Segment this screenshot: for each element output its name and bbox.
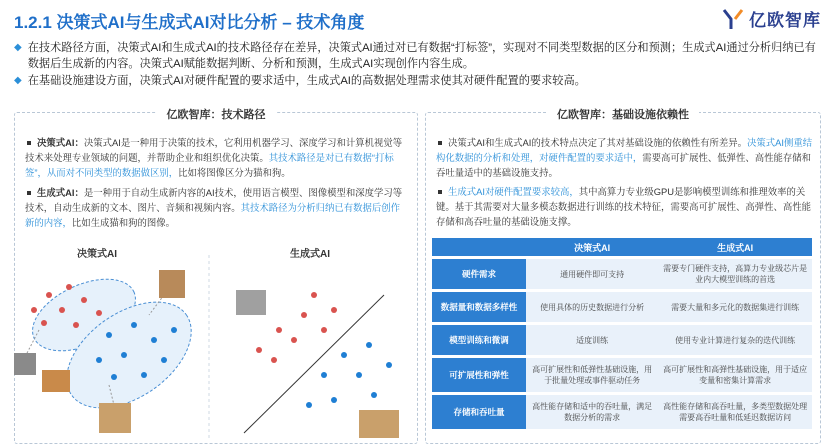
dog-photo [159, 270, 185, 298]
table-cell: 高可扩展性和高弹性基础设施，用于适应变量和密集计算需求 [658, 358, 812, 392]
generated-cat-photo [236, 290, 266, 315]
generative-dog-points [306, 342, 392, 408]
generative-ai-label: 生成式AI [290, 249, 330, 260]
dog-photo [99, 403, 131, 433]
logo [721, 6, 821, 31]
table-cell: 通用硬件即可支持 [526, 259, 658, 289]
table-cell: 高性能存储和适中的吞吐量，满足数据分析的需求 [526, 395, 658, 429]
table-row [432, 292, 812, 322]
row-header: 可扩展性和弹性 [432, 358, 526, 392]
table-row [432, 259, 812, 289]
table-cell: 高性能存储和高吞吐量，多类型数据处理需要高吞吐量和低延迟数据访问 [658, 395, 812, 429]
table-cell: 适度训练 [526, 325, 658, 355]
bullet-item [14, 73, 819, 89]
table-row [432, 325, 812, 355]
decision-ai-paragraph: 决策式AI：决策式AI是一种用于决策的技术，它利用机器学习、深度学习和计算机视觉等技术来处理专业领域的问题，并帮助企业和组织优化决策。其技术路径是对已有数据“打标签”，从而对不同类型的数据做区别，比如将图像区分为猫和狗。 [25, 137, 403, 178]
table-cell: 使用专业计算进行复杂的迭代训练 [658, 325, 812, 355]
panel-heading: 亿欧智库：技术路径 [157, 109, 276, 121]
square-bullet-icon [438, 190, 442, 194]
logo-text: 亿欧智库 [749, 11, 821, 30]
square-bullet-icon [27, 191, 31, 195]
table-cell: 需要大量和多元化的数据集进行训练 [658, 292, 812, 322]
generated-dog-photo [359, 410, 399, 438]
cat-photo [42, 370, 70, 392]
column-header: 决策式AI [526, 238, 658, 256]
table-cell: 需要专门硬件支持，高算力专业级芯片是业内大模型训练的首选 [658, 259, 812, 289]
infra-paragraph-2: 生成式AI对硬件配置要求较高，其中高算力专业级GPU是影响模型训练和推理效率的关键。基于其需要对大量多模态数据进行训练的技术特征，需要高可扩展性、高弹性、高性能存储和高吞吐量的基础设施支撑。 [436, 186, 812, 227]
table-row [432, 358, 812, 392]
square-bullet-icon [27, 141, 31, 145]
decision-ai-label: 决策式AI [77, 249, 117, 260]
diamond-icon: ◆ [14, 75, 22, 86]
infra-paragraph-1: 决策式AI和生成式AI的技术特点决定了其对基础设施的依赖性有所差异。决策式AI侧重结构化数据的分析和处理，对硬件配置的要求适中，需要高可扩展性、低弹性、高性能存储和吞吐量适中的基础设施支持。 [436, 137, 813, 178]
logo-icon [721, 7, 745, 31]
table-row [432, 395, 812, 429]
generative-ai-paragraph: 生成式AI：是一种用于自动生成新内容的AI技术，使用语言模型、图像模型和深度学习等技术，自动生成新的文本、图片、音频和视频内容。其技术路径为分析归纳已有数据后创作新的内容，比如生成猫和狗的图像。 [25, 187, 403, 228]
row-header: 存储和吞吐量 [432, 395, 526, 429]
bullet-text: 在基础设施建设方面，决策式AI对硬件配置的要求适中，生成式AI的高数据处理需求使其对硬件配置的要求较高。 [27, 75, 586, 87]
comparison-table [432, 235, 812, 432]
table-corner-cell [432, 238, 526, 256]
summary-bullets [14, 40, 819, 90]
tech-path-diagram [14, 255, 416, 441]
panel-heading: 亿欧智库：基础设施依赖性 [547, 109, 699, 121]
row-header: 硬件需求 [432, 259, 526, 289]
bullet-item [14, 40, 819, 72]
cat-photo [14, 353, 36, 375]
table-cell: 高可扩展性和低弹性基础设施，用于批量处理或事件驱动任务 [526, 358, 658, 392]
page-title: 1.2.1 决策式AI与生成式AI对比分析 – 技术角度 [14, 13, 365, 32]
square-bullet-icon [438, 141, 442, 145]
row-header: 数据量和数据多样性 [432, 292, 526, 322]
generative-cat-points [256, 292, 337, 363]
table-header-row [432, 238, 812, 256]
table-cell: 使用具体的历史数据进行分析 [526, 292, 658, 322]
row-header: 模型训练和微调 [432, 325, 526, 355]
column-header: 生成式AI [658, 238, 812, 256]
diamond-icon: ◆ [14, 42, 22, 53]
bullet-text: 在技术路径方面，决策式AI和生成式AI的技术路径存在差异，决策式AI通过对已有数据“打标签”，实现对不同类型数据的区分和预测；生成式AI通过分析归纳已有数据后生成新的内容。决策式AI赋能数据判断、分析和预测，生成式AI实现创作内容生成。 [27, 42, 816, 70]
